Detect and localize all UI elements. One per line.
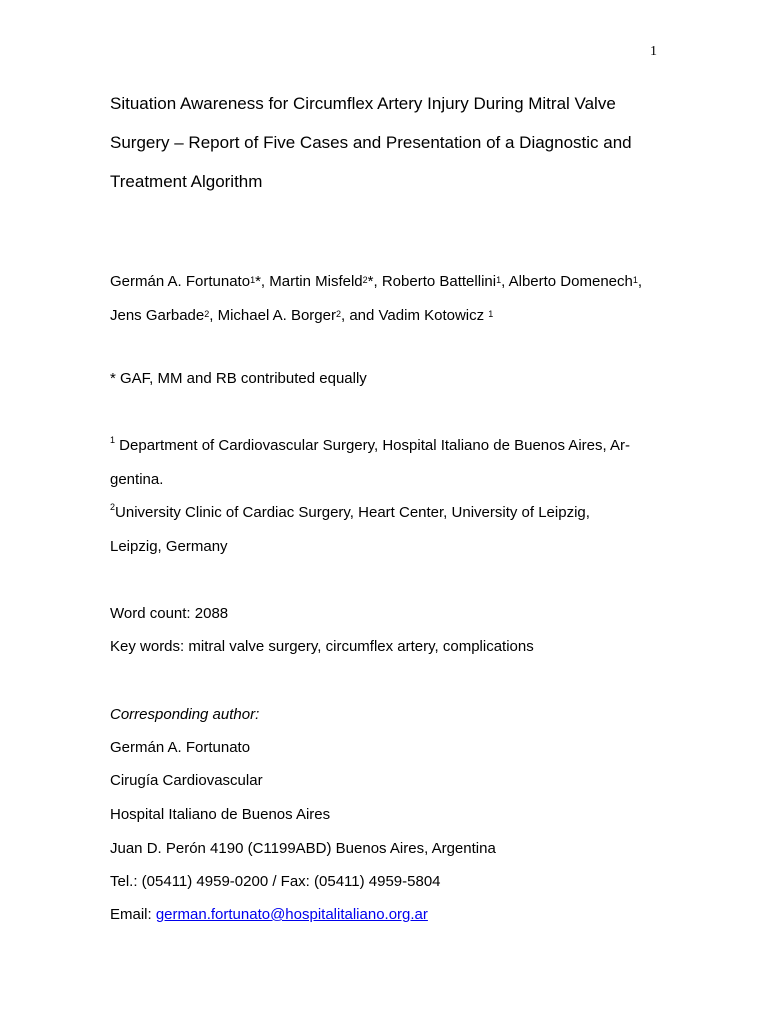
author-separator: *,	[367, 273, 382, 290]
author-name: Vadim Kotowicz	[378, 307, 489, 324]
keywords: Key words: mitral valve surgery, circumflex artery, complications	[110, 638, 534, 655]
affiliation-1	[110, 437, 630, 454]
affiliation-text: Department of Cardiovascular Surgery, Hospital Italiano de Buenos Aires, Ar-	[115, 437, 630, 454]
corresponding-author-institution: Hospital Italiano de Buenos Aires	[110, 806, 331, 823]
author-separator: ,	[209, 307, 218, 324]
corresponding-author-phone: Tel.: (05411) 4959-0200 / Fax: (05411) 4959-5804	[110, 873, 441, 890]
affiliation-marker: 1	[250, 275, 256, 285]
author-separator: ,	[501, 273, 509, 290]
affiliation-marker: 2	[335, 309, 341, 319]
affiliation-2	[110, 504, 590, 521]
affiliation-2-continued: Leipzig, Germany	[110, 538, 228, 555]
affiliation-marker: 2	[204, 309, 210, 319]
corresponding-author-address: Juan D. Perón 4190 (C1199ABD) Buenos Aires, Argentina	[110, 840, 496, 857]
page-number: 1	[650, 44, 657, 59]
author-name: Martin Misfeld	[269, 273, 363, 290]
equal-contribution-note: * GAF, MM and RB contributed equally	[110, 370, 367, 387]
paper-title: Situation Awareness for Circumflex Artery Injury During Mitral Valve Surgery – Report of Five Cases and Presentation of a Diagnostic and Treatment Algorithm	[110, 94, 632, 191]
author-separator: *,	[255, 273, 270, 290]
word-count: Word count: 2088	[110, 605, 229, 622]
affiliation-1-continued: gentina.	[110, 471, 164, 488]
author-list	[110, 265, 670, 333]
affiliation-marker: 1	[488, 309, 494, 319]
affiliation-marker: 1	[110, 435, 116, 445]
corresponding-author-department: Cirugía Cardiovascular	[110, 772, 263, 789]
affiliation-marker: 1	[632, 275, 638, 285]
author-name: Alberto Domenech	[508, 273, 633, 290]
email-label: Email:	[110, 906, 156, 923]
author-name: Roberto Battellini	[381, 273, 497, 290]
corresponding-author-email-line	[110, 906, 428, 923]
author-separator: , and	[341, 307, 379, 324]
affiliation-text: University Clinic of Cardiac Surgery, Heart Center, University of Leipzig,	[115, 504, 590, 521]
email-link[interactable]: german.fortunato@hospitalitaliano.org.ar	[155, 906, 428, 923]
affiliation-marker: 2	[110, 502, 116, 512]
affiliation-marker: 2	[362, 275, 368, 285]
corresponding-author-heading: Corresponding author:	[110, 706, 260, 723]
author-name: Germán A. Fortunato	[110, 273, 251, 290]
author-name: Michael A. Borger	[217, 307, 336, 324]
corresponding-author-name: Germán A. Fortunato	[110, 739, 251, 756]
author-separator: ,	[637, 273, 643, 290]
affiliation-marker: 1	[496, 275, 502, 285]
author-name: Jens Garbade	[110, 307, 205, 324]
